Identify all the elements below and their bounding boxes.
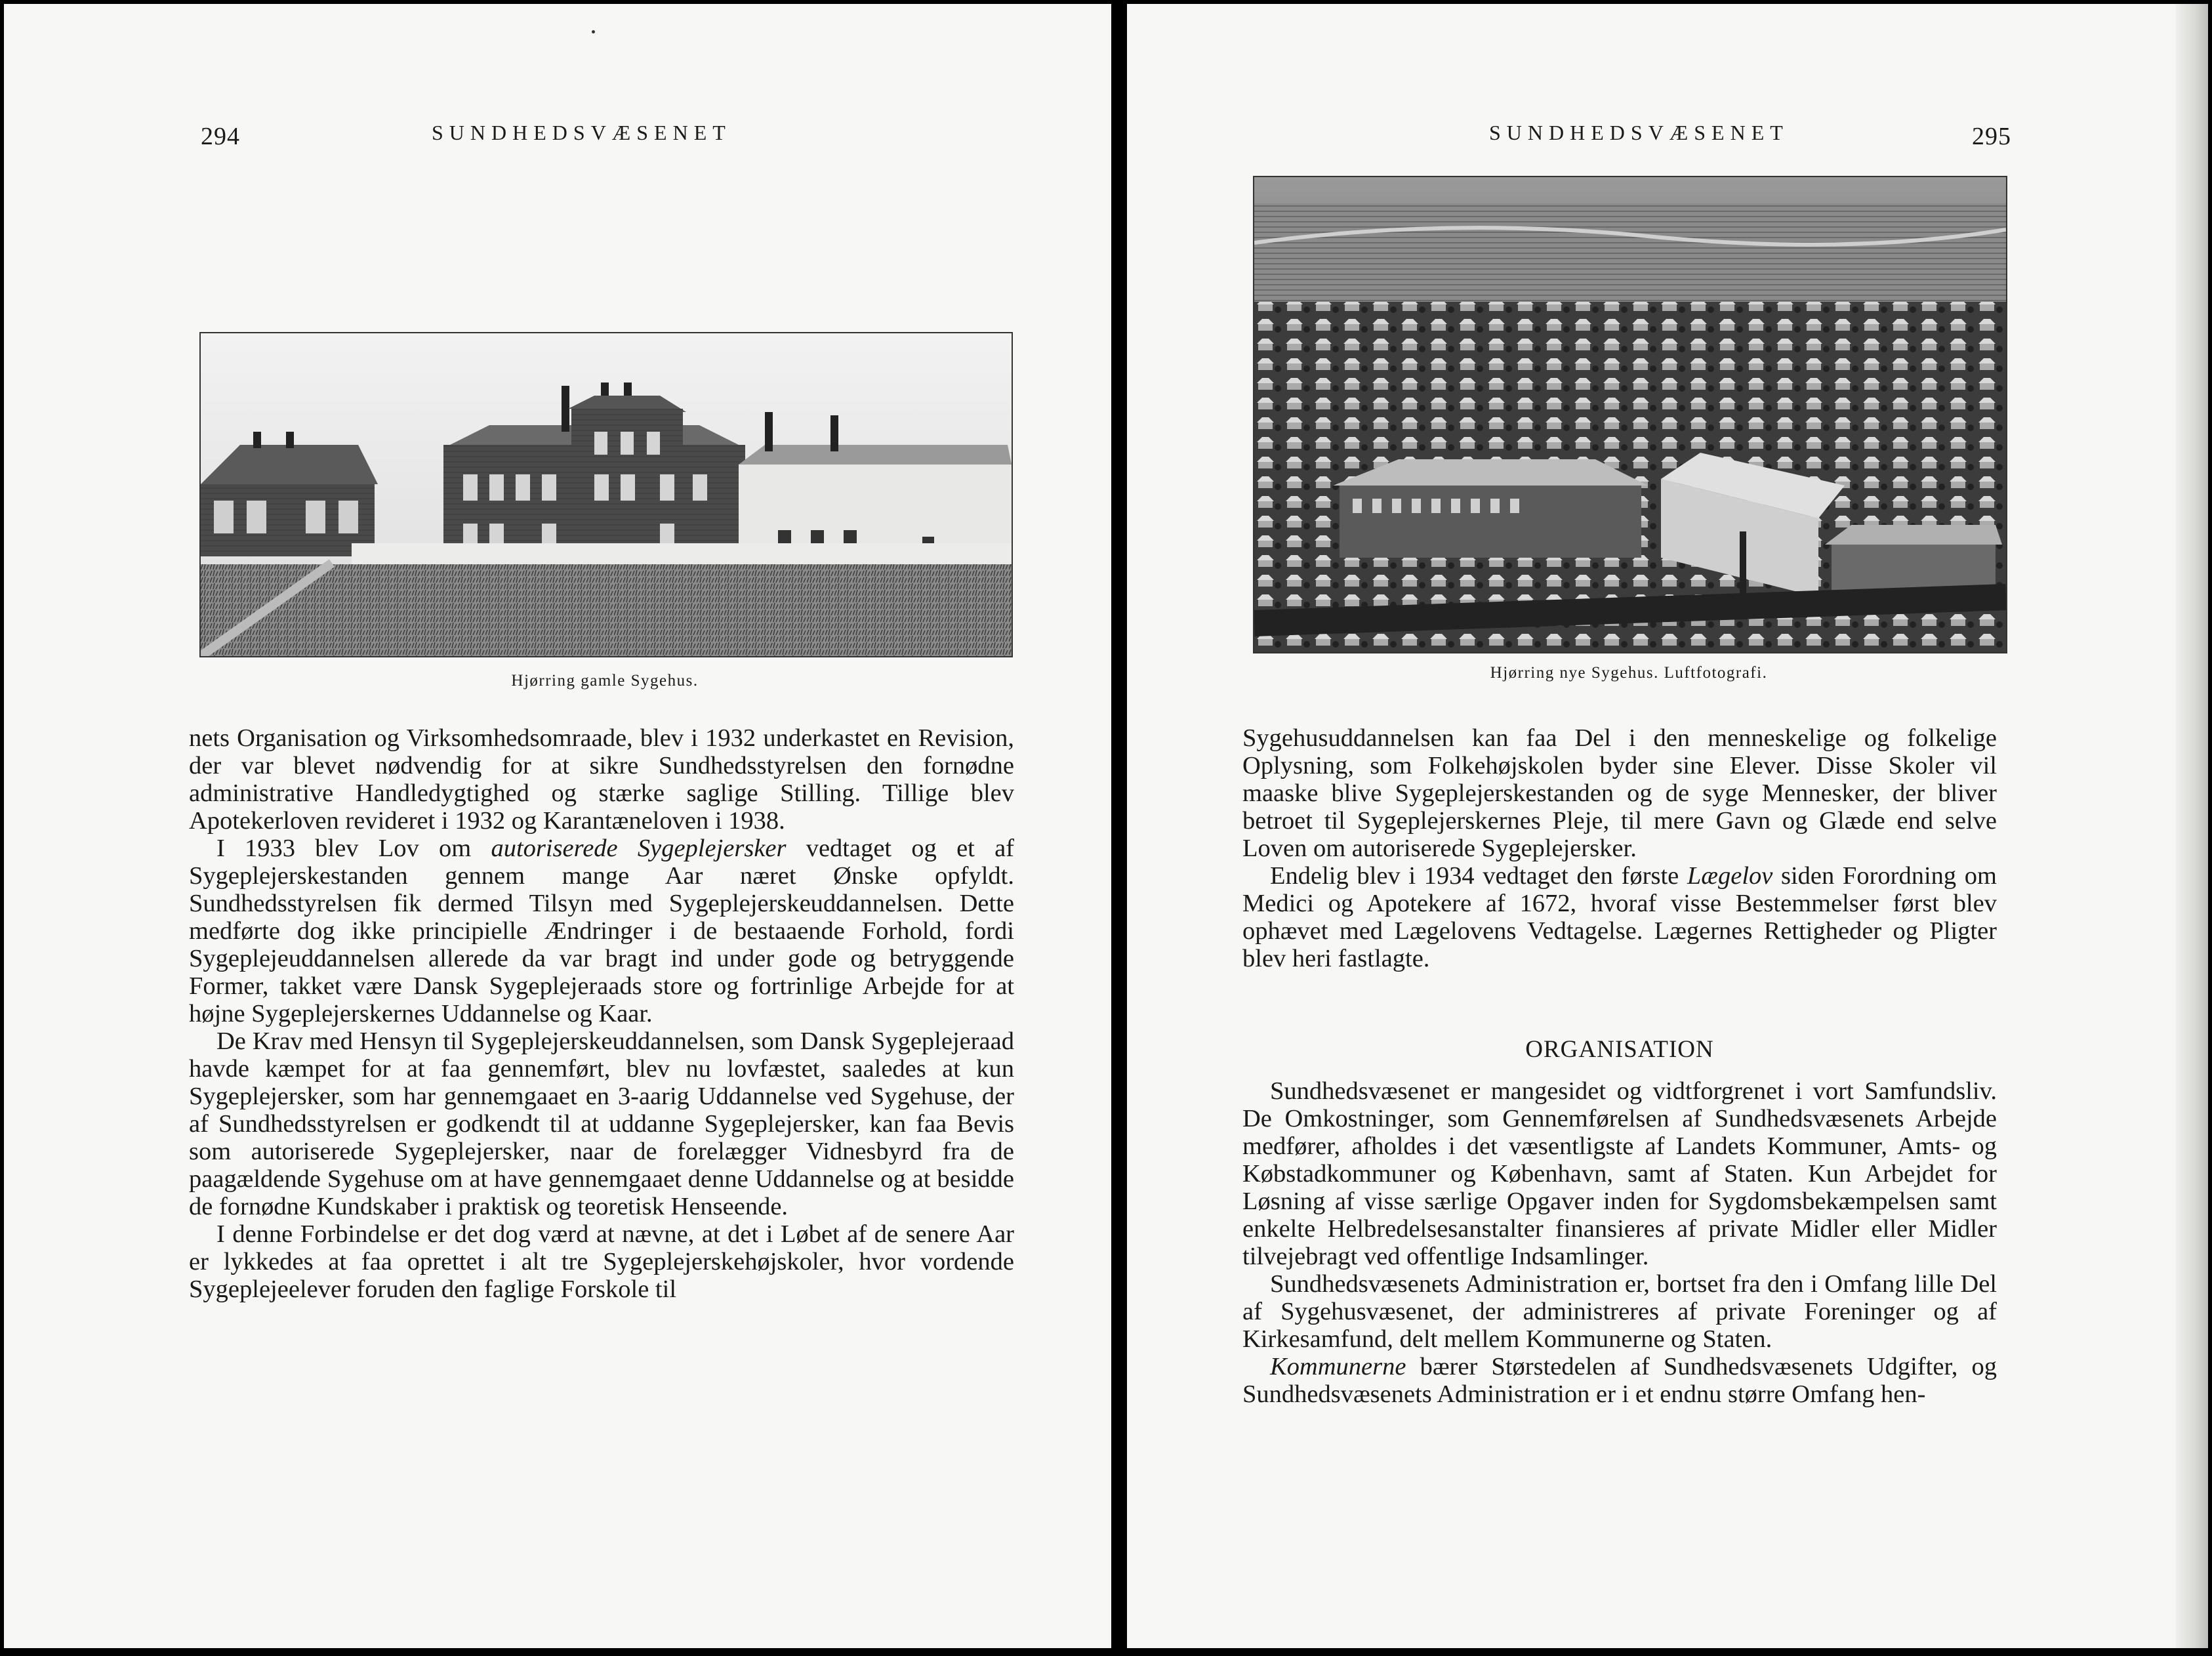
figure-caption: Hjørring gamle Sygehus. <box>511 672 699 690</box>
left-body-text <box>189 724 1014 1303</box>
paragraph-lead: Endelig blev i 1934 vedtaget den første <box>1270 862 1687 890</box>
right-section-text <box>1242 1077 1997 1408</box>
italic-term: Lægelov <box>1687 862 1773 890</box>
page-number: 295 <box>1972 123 2011 150</box>
italic-term: Kommunerne <box>1270 1353 1406 1380</box>
photo-old-hospital <box>199 332 1013 657</box>
paragraph-rest: bærer Størstedelen af Sundhedsvæsenets Udgifter, og Sundhedsvæsenets Administration er i et endnu større Omfang hen- <box>1242 1353 1997 1408</box>
paragraph <box>189 835 1014 1027</box>
paragraph <box>1242 862 1997 972</box>
italic-term: autoriserede Sygeplejersker <box>491 835 787 862</box>
paragraph <box>1242 1353 1997 1408</box>
right-page <box>1127 4 2208 1648</box>
page-number: 294 <box>201 123 240 150</box>
photo-new-hospital-aerial <box>1253 176 2007 653</box>
paragraph: Sundhedsvæsenet er mangesidet og vidtforgrenet i vort Samfundsliv. De Omkostninger, som Gennemførelsen af Sundhedsvæsenets Arbejde medfører, afholdes i det væsentligste af Landets Kommuner, Amts- og Købstadkommuner og København, samt af Staten. Kun Arbejdet for Løsning af visse særlige Opgaver inden for Sygdomsbekæmpelsen samt enkelte Helbredelsesanstalter finansieres af private Midler eller Midler tilvejebragt ved offentlige Indsamlinger. <box>1242 1077 1997 1270</box>
paragraph: Sygehusuddannelsen kan faa Del i den menneskelige og folkelige Oplysning, som Folkehøjskolen byder sine Elever. Disse Skoler vil maaske blive Sygeplejerskestanden og de syge Mennesker, der bliver betroet til Sygeplejerskernes Pleje, til mere Gavn og Glæde end selve Loven om autoriserede Sygeplejersker. <box>1242 724 1997 862</box>
spacer <box>786 835 806 862</box>
paragraph-lead: I 1933 blev Lov om <box>216 835 491 862</box>
page-edge-shadow <box>2175 4 2208 1648</box>
paragraph: Sundhedsvæsenets Administration er, bortset fra den i Omfang lille Del af Sygehusvæsenet, der administreres af private Foreninger og af Kirkesamfund, delt mellem Kommunerne og Staten. <box>1242 1270 1997 1353</box>
paragraph-rest: siden Forordning om Medici og Apotekere af 1672, hvoraf visse Bestemmelser først blev ophævet med Lægelovens Vedtagelse. Lægernes Rettigheder og Pligter blev heri fastlagte. <box>1242 862 1997 972</box>
right-body-text <box>1242 724 1997 972</box>
figure-caption: Hjørring nye Sygehus. Luftfotografi. <box>1490 664 1768 682</box>
running-head: SUNDHEDSVÆSENET <box>432 121 731 144</box>
print-speck <box>592 30 595 33</box>
section-heading: ORGANISATION <box>1525 1036 1714 1063</box>
paragraph: De Krav med Hensyn til Sygeplejerskeuddannelsen, som Dansk Sygeplejeraad havde kæmpet for at faa gennemført, blev nu lovfæstet, saaledes at kun Sygeplejersker, som har gennemgaaet en 3-aarig Uddannelse ved Sygehuse, der af Sundhedsstyrelsen er godkendt til at uddanne Sygeplejersker, kan faa Bevis som autoriserede Sygeplejersker, naar de forelægger Vidnesbyrd fra de paagældende Sygehuse om at have gennemgaaet denne Uddannelse og at besidde de fornødne Kundskaber i praktisk og teoretisk Henseende. <box>189 1027 1014 1220</box>
paragraph: nets Organisation og Virksomhedsomraade, blev i 1932 underkastet en Revision, der var blevet nødvendig for at sikre Sundhedsstyrelsen den fornødne administrative Handledygtighed og stærke saglige Stilling. Tillige blev Apotekerloven revideret i 1932 og Karantæneloven i 1938. <box>189 724 1014 835</box>
paragraph: I denne Forbindelse er det dog værd at nævne, at det i Løbet af de senere Aar er lykkedes at faa oprettet i alt tre Sygeplejerskehøjskoler, hvor vordende Sygeplejeelever foruden den faglige Forskole til <box>189 1220 1014 1303</box>
left-page <box>4 4 1111 1648</box>
paragraph-rest: vedtaget og et af Sygeplejerskestanden gennem mange Aar næret Ønske opfyldt. Sundhedsstyrelsen fik dermed Tilsyn med Sygeplejerskeuddannelsen. Dette medførte dog ikke principielle Ændringer i de bestaaende Forhold, fordi Sygeplejeuddannelsen allerede da var bragt ind under gode og betryggende Former, takket være Dansk Sygeplejeraads store og fortrinlige Arbejde for at højne Sygeplejerskernes Uddannelse og Kaar. <box>189 835 1014 1027</box>
running-head: SUNDHEDSVÆSENET <box>1489 121 1789 144</box>
